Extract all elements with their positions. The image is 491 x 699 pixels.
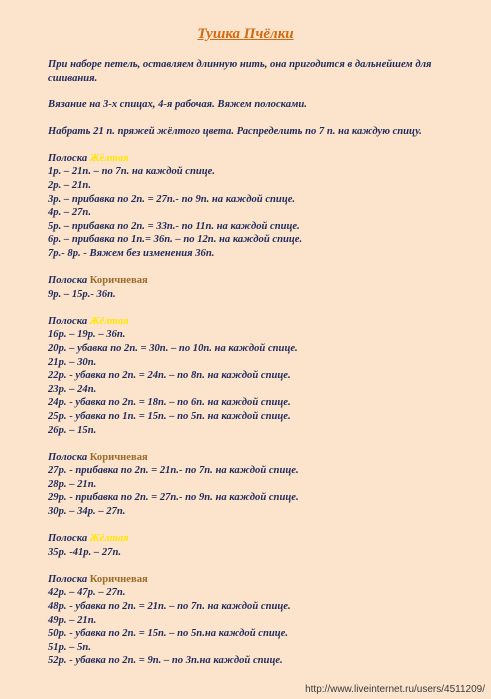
stripe-section: [48, 274, 468, 301]
row-instruction: 5р. – прибавка по 2п. = 33п.- по 11п. на каждой спице.: [48, 220, 300, 232]
row-instruction: 9р. – 15р.- 36п.: [48, 288, 116, 300]
row-instruction: 35р. -41р. – 27п.: [48, 546, 121, 558]
stripe-color-name: Жёлтая: [89, 152, 129, 164]
source-url-watermark: http://www.liveinternet.ru/users/4511209/: [305, 684, 485, 695]
row-instruction: 51р. – 5п.: [48, 641, 91, 653]
stripe-heading: [48, 315, 468, 329]
stripe-color-name: Коричневая: [89, 573, 148, 585]
row-instruction: 28р. – 21п.: [48, 478, 97, 490]
stripe-heading: [48, 451, 468, 465]
stripe-heading: [48, 532, 468, 546]
row-instruction: 52р. - убавка по 2п. = 9п. – по 3п.на каждой спице.: [48, 655, 283, 667]
stripe-color-name: Коричневая: [89, 451, 148, 463]
stripe-color-name: Жёлтая: [89, 533, 129, 545]
row-instruction: 20р. – убавка по 2п. = 30п. – по 10п. на каждой спице.: [48, 343, 298, 354]
row-instruction: 4р. – 27п.: [48, 207, 91, 219]
row-instruction: 25р. - убавка по 1п. = 15п. – по 5п. на каждой спице.: [48, 410, 291, 422]
stripe-section: [48, 451, 468, 519]
row-instruction: 21р. – 30п.: [48, 356, 97, 368]
stripe-section: [48, 573, 468, 668]
stripe-color-name: Жёлтая: [89, 315, 129, 327]
row-instruction: 23р. – 24п.: [48, 383, 97, 395]
row-instruction: 49р. – 21п.: [48, 614, 97, 626]
stripe-heading-prefix: Полоска: [48, 533, 90, 545]
stripe-heading-prefix: Полоска: [48, 451, 90, 463]
row-instruction: 27р. - прибавка по 2п. = 21п.- по 7п. на каждой спице.: [48, 465, 299, 477]
pattern-content: [48, 58, 468, 668]
intro-paragraph-1: При наборе петель, оставляем длинную нить, она пригодится в дальнейшем для сшивания.: [48, 59, 432, 84]
row-instruction: 24р. - убавка по 2п. = 18п. – по 6п. на каждой спице.: [48, 397, 291, 409]
stripe-heading: [48, 573, 468, 587]
page-title: Тушка Пчёлки: [197, 26, 294, 42]
row-instruction: 7р.- 8р. - Вяжем без изменения 36п.: [48, 248, 215, 260]
stripe-section: [48, 152, 468, 261]
stripe-sections: [48, 152, 468, 668]
row-instruction: 42р. – 47р. – 27п.: [48, 587, 126, 599]
stripe-section: [48, 532, 468, 559]
stripe-heading-prefix: Полоска: [48, 573, 90, 585]
row-instruction: 1р. – 21п. – по 7п. на каждой спице.: [48, 166, 216, 178]
stripe-heading-prefix: Полоска: [48, 315, 90, 327]
stripe-heading: [48, 274, 468, 288]
stripe-heading-prefix: Полоска: [48, 275, 90, 287]
intro-paragraph-2: Вязание на 3-х спицах, 4-я рабочая. Вяжем полосками.: [48, 99, 307, 111]
stripe-color-name: Коричневая: [89, 275, 148, 287]
row-instruction: 26р. – 15п.: [48, 424, 97, 436]
stripe-heading: [48, 152, 468, 166]
row-instruction: 48р. - убавка по 2п. = 21п. – по 7п. на каждой спице.: [48, 601, 291, 612]
stripe-heading-prefix: Полоска: [48, 152, 90, 164]
row-instruction: 3р. – прибавка по 2п. = 27п.- по 9п. на каждой спице.: [48, 193, 296, 205]
intro-paragraph-3: Набрать 21 п. пряжей жёлтого цвета. Распределить по 7 п. на каждую спицу.: [48, 125, 422, 137]
row-instruction: 29р. - прибавка по 2п. = 27п.- по 9п. на каждой спице.: [48, 492, 299, 504]
row-instruction: 30р. – 34р. – 27п.: [48, 506, 126, 518]
row-instruction: 22р. - убавка по 2п. = 24п. – по 8п. на каждой спице.: [48, 370, 291, 382]
stripe-section: [48, 315, 468, 437]
row-instruction: 16р. – 19р. – 36п.: [48, 329, 126, 341]
row-instruction: 2р. – 21п.: [48, 180, 91, 192]
row-instruction: 6р. – прибавка по 1п.= 36п. – по 12п. на каждой спице.: [48, 234, 303, 246]
row-instruction: 50р. - убавка по 2п. = 15п. – по 5п.на каждой спице.: [48, 628, 288, 640]
